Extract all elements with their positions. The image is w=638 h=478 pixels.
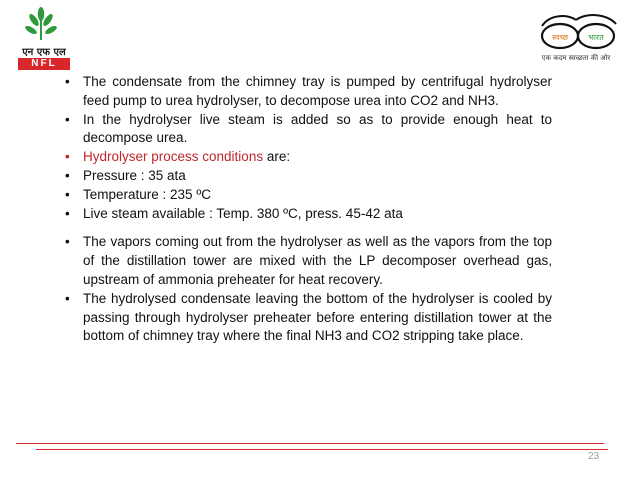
nfl-hindi-text: एन एफ एल [22,47,66,58]
swachh-tagline: एक कदम स्वच्छता की ओर [541,54,611,62]
process-conditions-suffix: are: [263,149,291,165]
spacer [65,223,552,233]
footer-rule-top [16,443,604,444]
bullet-vapors: • The vapors coming out from the hydrolyser as well as the vapors from the top of the distillation tower are mixed with the LP decomposer overhead gas, upstream of ammonia preheater for heat recovery. [65,233,552,289]
spectacles-icon [524,10,628,54]
slide-content [65,73,552,346]
swachh-right-text: भारत [588,33,604,42]
footer-rule-bottom [36,449,608,450]
nfl-wordmark: NFL [18,58,70,70]
bullet-live-steam: • In the hydrolyser live steam is added so as to provide enough heat to decompose urea. [65,111,552,149]
bullet-live-steam-available: • Live steam available : Temp. 380 ºC, press. 45-42 ata [65,205,552,224]
swachh-bharat-logo [524,10,628,68]
bullet-process-conditions [65,148,552,167]
bullet-hydrolysed-condensate: • The hydrolysed condensate leaving the bottom of the hydrolyser is cooled by passing through hydrolyser preheater before entering distillation tower at the bottom of chimney tray where the final NH3 and CO2 stripping take place. [65,290,552,346]
swachh-left-text: स्वच्छ [551,33,569,42]
bullet-condensate: • The condensate from the chimney tray is pumped by centrifugal hydrolyser feed pump to urea hydrolyser, to decompose urea into CO2 and NH3. [65,73,552,111]
bullet-pressure: • Pressure : 35 ata [65,167,552,186]
page-number: 23 [588,451,600,462]
bullet-temperature: • Temperature : 235 ºC [65,186,552,205]
leaf-logo-icon [24,6,58,42]
process-conditions-heading: Hydrolyser process conditions [83,149,264,165]
nfl-logo [10,6,72,68]
